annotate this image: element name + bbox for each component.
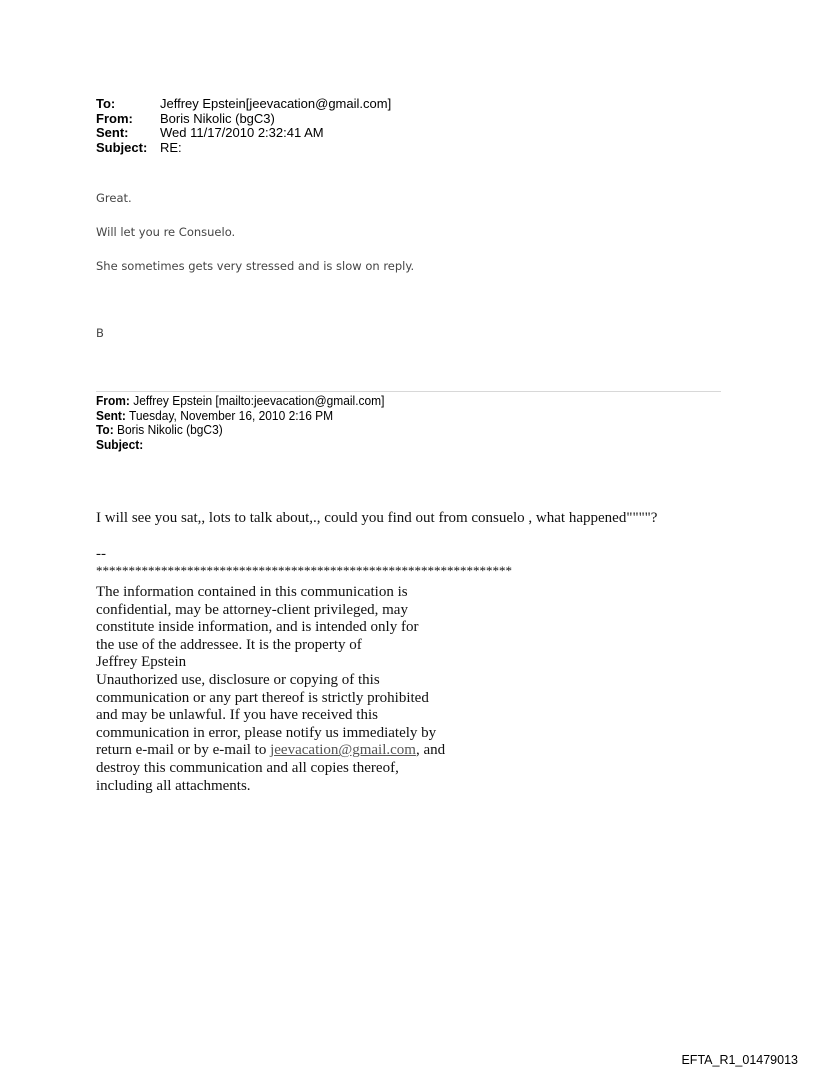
quote-divider — [96, 391, 721, 392]
reply-signature: B — [96, 326, 104, 340]
quoted-to-row — [96, 423, 384, 438]
disclaimer-line: communication or any part thereof is strictly prohibited — [96, 689, 429, 706]
confidentiality-disclaimer — [96, 584, 445, 795]
message-text: I will see you sat,, lots to talk about,., could you find out from consuelo , what happened""""? — [96, 510, 658, 526]
reply-line-2: Will let you re Consuelo. — [96, 225, 236, 239]
document-id: EFTA_R1_01479013 — [681, 1053, 798, 1067]
quoted-sent-label: Sent: — [96, 407, 126, 423]
disclaimer-line: and may be unlawful. If you have received this — [96, 707, 378, 724]
quoted-sent-row — [96, 409, 384, 424]
reply-line-3: She sometimes gets very stressed and is slow on reply. — [96, 259, 415, 273]
to-value: Jeffrey Epstein[jeevacation@gmail.com] — [160, 96, 392, 111]
subject-value: RE: — [160, 139, 182, 155]
quoted-header — [96, 394, 384, 452]
disclaimer-line: Unauthorized use, disclosure or copying of this — [96, 671, 380, 688]
to-label: To: — [96, 96, 116, 111]
from-value: Boris Nikolic (bgC3) — [160, 110, 275, 126]
quoted-subject-label: Subject: — [96, 436, 144, 452]
disclaimer-line: communication in error, please notify us immediately by — [96, 724, 437, 741]
quoted-from-value: Jeffrey Epstein [mailto:jeevacation@gmail.com] — [129, 393, 385, 408]
disclaimer-line: The information contained in this communication is — [96, 584, 408, 600]
signature-dash: -- — [96, 546, 106, 562]
disclaimer-line: Jeffrey Epstein — [96, 654, 187, 671]
sent-row — [96, 126, 391, 141]
sent-label: Sent: — [96, 125, 129, 140]
quoted-from-row — [96, 394, 384, 409]
disclaimer-line: including all attachments. — [96, 777, 251, 794]
from-row — [96, 112, 391, 127]
sent-value: Wed 11/17/2010 2:32:41 AM — [160, 125, 324, 140]
signature-stars: **************************************************************** — [96, 563, 512, 578]
disclaimer-line: constitute inside information, and is intended only for — [96, 619, 419, 636]
disclaimer-text: , and — [415, 742, 446, 759]
from-label: From: — [96, 110, 133, 126]
reply-line-1: Great. — [96, 191, 132, 205]
quoted-to-value: Boris Nikolic (bgC3) — [113, 422, 223, 437]
quoted-from-label: From: — [96, 393, 130, 408]
disclaimer-line: confidential, may be attorney-client privileged, may — [96, 601, 408, 618]
disclaimer-text: return e-mail or by e-mail to — [96, 742, 271, 759]
to-row — [96, 97, 391, 112]
disclaimer-line: destroy this communication and all copies thereof, — [96, 759, 399, 776]
quoted-to-label: To: — [96, 422, 114, 437]
email-header — [96, 97, 391, 155]
quoted-subject-row — [96, 438, 384, 453]
email-link[interactable]: jeevacation@gmail.com — [270, 742, 416, 759]
quoted-sent-value: Tuesday, November 16, 2010 2:16 PM — [125, 407, 334, 423]
subject-row — [96, 141, 391, 156]
disclaimer-line-with-link — [96, 742, 445, 760]
subject-label: Subject: — [96, 139, 148, 155]
disclaimer-line: the use of the addressee. It is the property of — [96, 636, 362, 653]
